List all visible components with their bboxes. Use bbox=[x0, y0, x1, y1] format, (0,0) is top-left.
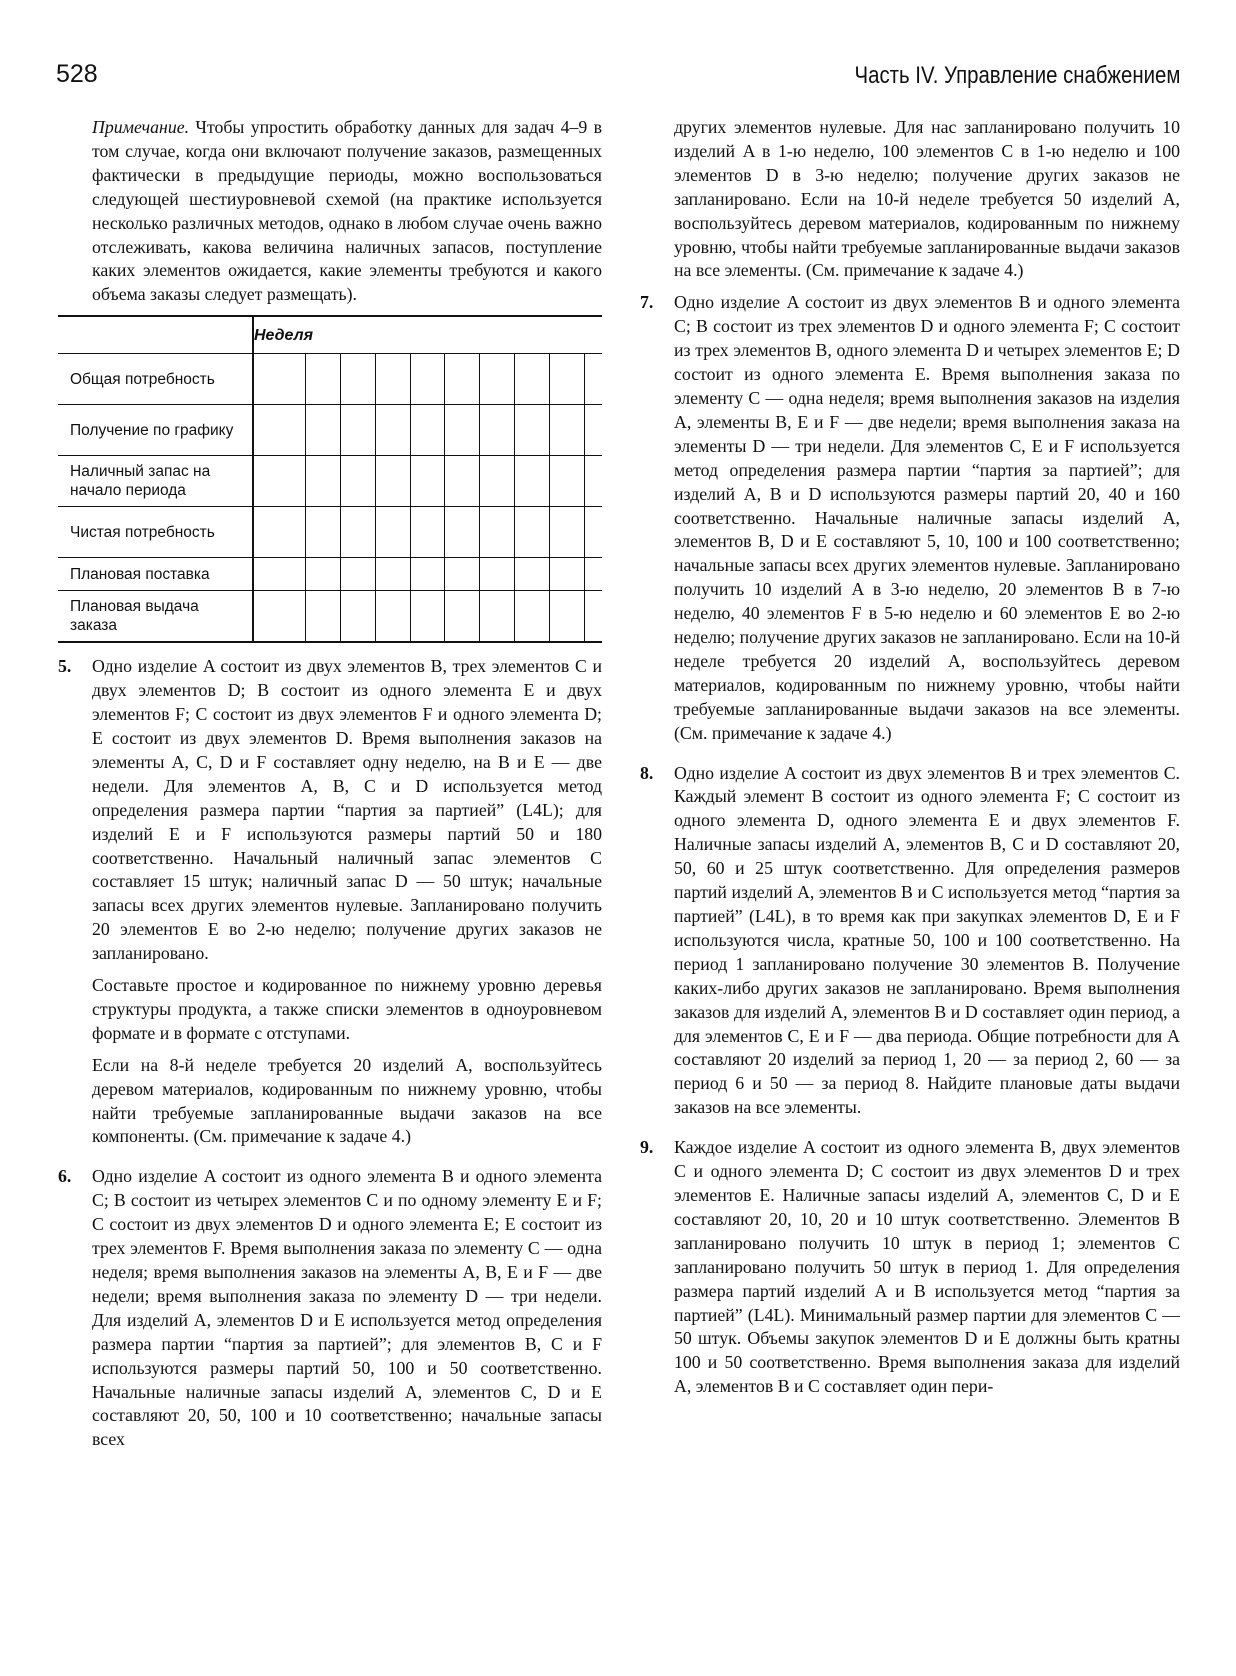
table-cell bbox=[480, 558, 515, 591]
row-label: Получение по графику bbox=[58, 405, 253, 456]
table-cell bbox=[305, 558, 340, 591]
table-row bbox=[58, 354, 602, 405]
table-cell bbox=[305, 507, 340, 558]
table-header-week: Неделя bbox=[253, 316, 602, 354]
table-cell bbox=[305, 456, 340, 507]
table-row bbox=[58, 405, 602, 456]
problem-6-continued: других элементов нулевые. Для нас запланировано получить 10 изделий A в 1-ю неделю, 100 элементов C в 1-ю неделю и 100 элементов D в 3-ю неделю; получение других заказов не запланировано. Если на 10-й неделе требуется 50 изделий A, воспользуйтесь деревом материалов, кодированным по нижнему уровню, чтобы найти требуемые запланированные выдачи заказов на все элементы. (См. примечание к задаче 4.) bbox=[674, 117, 1180, 281]
row-label: Наличный запас на начало периода bbox=[58, 456, 253, 507]
table-row bbox=[58, 456, 602, 507]
table-cell bbox=[584, 558, 602, 591]
table-cell bbox=[305, 354, 340, 405]
table-cell bbox=[410, 558, 445, 591]
table-cell bbox=[584, 507, 602, 558]
problem-text: Одно изделие A состоит из двух элементов B, трех элементов C и двух элементов D; B состоит из одного элемента E и двух элементов F; C состоит из двух элементов F и одного элемента D; E состоит из двух элементов D. Время выполнения заказов на элементы A, C, D и F составляет одну неделю, на B и E — две недели. Для элементов A, B, C и D используется метод определения размера партии “партия за партией” (L4L); для изделий E и F используются размеры партий 50 и 180 соответственно. Начальный наличный запас элементов C составляет 15 штук; наличный запас D — 50 штук; начальные запасы всех других элементов нулевые. Запланировано получить 20 элементов E во 2-ю неделю; получение других заказов не запланировано. bbox=[92, 656, 602, 964]
table-cell bbox=[340, 507, 375, 558]
table-row bbox=[58, 591, 602, 643]
table-cell bbox=[584, 354, 602, 405]
table-cell bbox=[305, 405, 340, 456]
table-cell bbox=[340, 558, 375, 591]
table-cell bbox=[445, 591, 480, 643]
table-cell bbox=[375, 456, 410, 507]
table-cell bbox=[584, 405, 602, 456]
table-cell bbox=[410, 507, 445, 558]
table-cell bbox=[375, 507, 410, 558]
table-cell bbox=[515, 456, 550, 507]
problem-9 bbox=[640, 1136, 1180, 1407]
table-row bbox=[58, 558, 602, 591]
table-cell bbox=[480, 405, 515, 456]
table-cell bbox=[480, 507, 515, 558]
table-cell bbox=[340, 456, 375, 507]
table-row bbox=[58, 507, 602, 558]
table-cell bbox=[584, 456, 602, 507]
problem-body bbox=[674, 762, 1180, 1129]
table-cell bbox=[550, 591, 585, 643]
problem-text: Если на 8-й неделе требуется 20 изделий A, воспользуйтесь деревом материалов, кодированным по нижнему уровню, чтобы найти требуемые запланированные выдачи заказов на все компоненты. (См. примечание к задаче 4.) bbox=[92, 1054, 602, 1147]
table-cell bbox=[445, 456, 480, 507]
table-cell bbox=[253, 558, 305, 591]
table-cell bbox=[515, 507, 550, 558]
running-header: Часть IV. Управление снабжением bbox=[854, 62, 1180, 89]
table-cell bbox=[253, 405, 305, 456]
table-cell bbox=[340, 405, 375, 456]
table-cell bbox=[550, 507, 585, 558]
table-cell bbox=[340, 354, 375, 405]
problem-text: Каждое изделие A состоит из одного элемента B, двух элементов C и одного элемента D; C состоит из двух элементов D и трех элементов E. Наличные запасы изделий A, элементов C, D и E составляют 20, 10, 20 и 10 штук соответственно. Элементов B запланировано получить 10 штук в период 1; элементов C запланировано получить 50 штук в период 1. Для определения размера партий изделий A и B используется метод “партия за партией” (L4L). Минимальный размер партии для элементов C — 50 штук. Объемы закупок элементов D и E должны быть кратны 100 и 50 соответственно. Время выполнения заказа для изделий A, элементов B и C составляет один пери- bbox=[674, 1137, 1180, 1397]
table-cell bbox=[375, 591, 410, 643]
problem-number: 8. bbox=[640, 762, 654, 783]
problem-text: Одно изделие A состоит из одного элемента B и одного элемента C; B состоит из четырех элементов C и по одному элементу E и F; C состоит из двух элементов D и одного элемента E; E состоит из трех элементов F. Время выполнения заказа по элементу C — одна неделя; время выполнения заказов на элементы A, B, E и F — две недели; время выполнения заказа по элементу D — три недели. Для изделий A, элементов D и E используется метод определения размера партии “партия за партией”; для элементов B, C и F используются размеры партий 50, 100 и 50 соответственно. Начальные наличные запасы изделий A, элементов C, D и E составляют 20, 50, 100 и 10 соответственно; начальные запасы всех bbox=[92, 1166, 602, 1450]
table-cell bbox=[410, 354, 445, 405]
page-number: 528 bbox=[56, 60, 98, 88]
problem-number: 7. bbox=[640, 292, 654, 313]
table-cell bbox=[375, 405, 410, 456]
problem-body bbox=[674, 1136, 1180, 1407]
note-text: Чтобы упростить обработку данных для задач 4–9 в том случае, когда они включают получение заказов, размещенных фактически в предыдущие периоды, можно воспользоваться следующей шестиуровневой схемой (на практике используется несколько различных методов, однако в любом случае очень важно отслеживать, какова величина наличных запасов, поступление каких элементов ожидается, какие элементы требуются и какого объема заказы следует размещать). bbox=[92, 117, 602, 305]
problem-body bbox=[92, 655, 602, 1157]
table-cell bbox=[550, 456, 585, 507]
table-cell bbox=[515, 558, 550, 591]
table-corner bbox=[58, 316, 253, 354]
table-cell bbox=[253, 507, 305, 558]
left-column bbox=[58, 116, 602, 1468]
mrp-table bbox=[58, 315, 602, 643]
row-label: Плановая выдача заказа bbox=[58, 591, 253, 643]
problem-body bbox=[674, 291, 1180, 753]
table-cell bbox=[445, 507, 480, 558]
table-cell bbox=[375, 558, 410, 591]
table-cell bbox=[515, 405, 550, 456]
problem-number: 9. bbox=[640, 1137, 654, 1158]
right-column bbox=[640, 116, 1180, 1415]
table-cell bbox=[515, 591, 550, 643]
row-label: Чистая потребность bbox=[58, 507, 253, 558]
table-cell bbox=[445, 354, 480, 405]
table-cell bbox=[410, 591, 445, 643]
table-cell bbox=[305, 591, 340, 643]
table-cell bbox=[375, 354, 410, 405]
table-cell bbox=[550, 405, 585, 456]
table-cell bbox=[253, 456, 305, 507]
note-paragraph bbox=[92, 116, 602, 307]
table-cell bbox=[410, 456, 445, 507]
problem-number: 6. bbox=[58, 1166, 72, 1187]
table-cell bbox=[253, 591, 305, 643]
table-cell bbox=[410, 405, 445, 456]
problem-8 bbox=[640, 762, 1180, 1129]
problem-body bbox=[92, 1165, 602, 1460]
table-cell bbox=[445, 405, 480, 456]
row-label: Плановая поставка bbox=[58, 558, 253, 591]
problem-5 bbox=[58, 655, 602, 1157]
problem-text: Одно изделие A состоит из двух элементов B и трех элементов C. Каждый элемент B состоит из одного элемента F; C состоит из одного элемента D, одного элемента E и двух элементов F. Наличные запасы изделий A, элементов B, C и D составляют 20, 50, 60 и 25 штук соответственно. Для определения размеров партий изделий A, элементов B и C используется метод “партия за партией” (L4L), в то время как при закупках элементов D, E и F используются числа, кратные 50, 100 и 100 соответственно. На период 1 запланировано получение 30 элементов B. Получение каких-либо других заказов не запланировано. Время выполнения заказов для изделий A, элементов B и D составляет один период, а для элементов C, E и F — два периода. Общие потребности для A составляют 20 изделий за период 1, 20 — за период 2, 60 — за период 6 и 50 — за период 8. Найдите плановые даты выдачи заказов на все элементы. bbox=[674, 762, 1180, 1118]
table-cell bbox=[550, 354, 585, 405]
row-label: Общая потребность bbox=[58, 354, 253, 405]
note-label: Примечание. bbox=[92, 117, 190, 137]
table-cell bbox=[584, 591, 602, 643]
problem-text: Составьте простое и кодированное по нижнему уровню деревья структуры продукта, а также списки элементов в одноуровневом формате и в формате с отступами. bbox=[92, 975, 602, 1043]
problem-7 bbox=[640, 291, 1180, 753]
table-cell bbox=[480, 591, 515, 643]
table-cell bbox=[550, 558, 585, 591]
problem-number: 5. bbox=[58, 656, 72, 677]
table-cell bbox=[253, 354, 305, 405]
problem-text: Одно изделие A состоит из двух элементов B и одного элемента C; B состоит из трех элементов D и одного элемента F; C состоит из трех элементов B, одного элемента D и четырех элементов E; D состоит из одного элемента E. Время выполнения заказа по элементу C — одна неделя; время выполнения заказов на изделия A, элементы B, E и F — две недели; время выполнения заказа на элементы D — три недели. Для элементов C, E и F используется метод определения размера партии “партия за партией”; для изделий A, B и D используются размеры партий 20, 40 и 160 соответственно. Начальные наличные запасы изделий A, элементов B, D и E составляют 5, 10, 100 и 100 соответственно; начальные запасы всех других элементов нулевые. Запланировано получить 10 изделий A в 3-ю неделю, 20 элементов B в 7-ю неделю, 40 элементов F в 5-ю неделю и 60 элементов E во 2-ю неделю; получение других заказов не запланировано. Если на 10-й неделе требуется 20 изделий A, воспользуйтесь деревом материалов, кодированным по нижнему уровню, чтобы найти требуемые запланированные выдачи заказов на все элементы. (См. примечание к задаче 4.) bbox=[674, 292, 1181, 743]
table-cell bbox=[340, 591, 375, 643]
problem-6 bbox=[58, 1165, 602, 1460]
table-cell bbox=[445, 558, 480, 591]
table-cell bbox=[480, 456, 515, 507]
table-cell bbox=[480, 354, 515, 405]
table-cell bbox=[515, 354, 550, 405]
